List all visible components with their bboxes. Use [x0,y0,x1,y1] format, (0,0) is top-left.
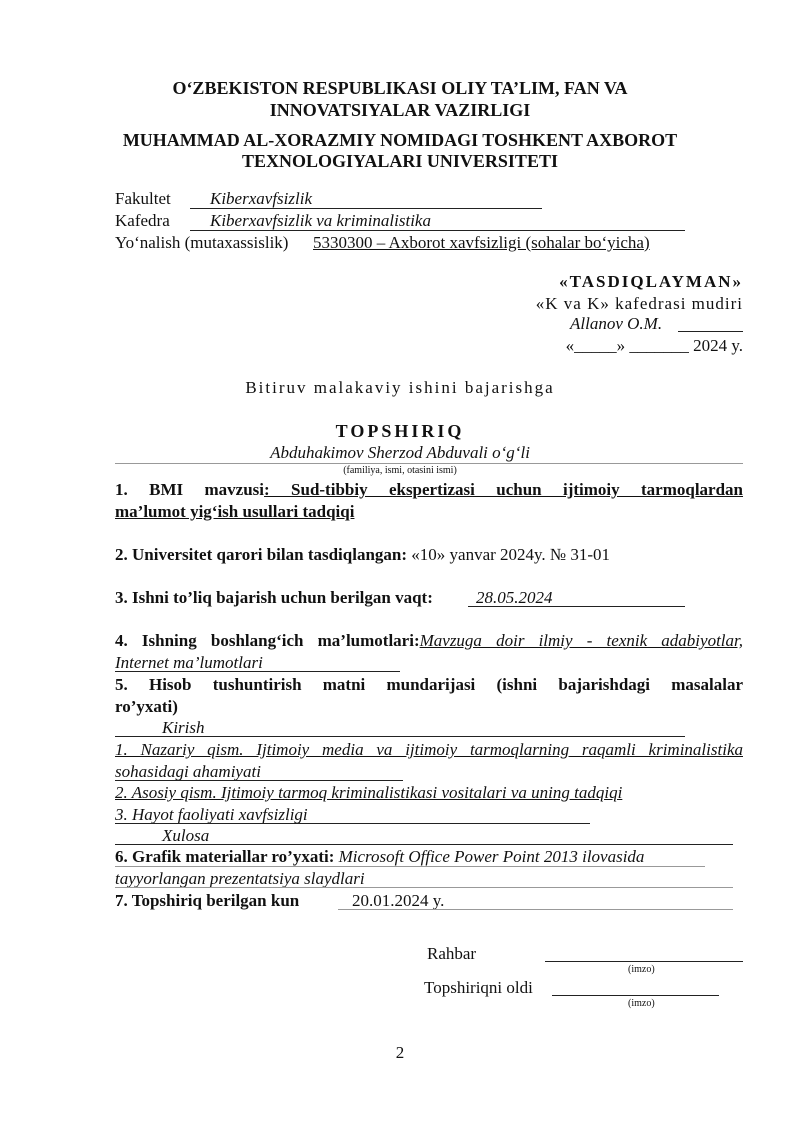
direction-label: Yo‘nalish (mutaxassislik) [115,233,289,252]
intro-text: Bitiruv malakaviy ishini bajarishga [245,378,555,397]
contents-chapter3: 3. Hayot faoliyati xavfsizligi [115,805,308,824]
department-value: Kiberxavfsizlik va kriminalistika [210,211,431,230]
student-name: Abduhakimov Sherzod Abduvali o‘g‘li [270,443,530,462]
contents-chapter2: 2. Asosiy qism. Ijtimoiy tarmoq kriminalistikasi vositalari va uning tadqiqi [115,783,623,802]
approval-title: «TASDIQLAYMAN» [559,272,743,291]
item4-value-part1: Mavzuga doir ilmiy - texnik adabiyotlar, [419,631,743,650]
contents-intro-line [115,736,685,737]
item6-underline-1 [115,866,705,867]
supervisor-label: Rahbar [427,944,477,963]
item6-value-part2: tayyorlangan prezentatsiya slaydlari [115,869,365,888]
item3-label: 3. Ishni to’liq bajarish uchun berilgan vaqt: [115,588,433,607]
contents-conclusion: Xulosa [162,826,210,845]
received-sign-line [552,995,719,996]
received-label: Topshiriqni oldi [424,978,533,997]
contents-chapter3-underline [115,823,590,824]
item1-label: 1. BMI mavzusi [115,480,264,499]
item6-underline-2 [115,887,733,888]
item2 [115,545,610,565]
received-sign-caption: (imzo) [628,998,655,1009]
item1-line1 [115,480,743,500]
item6-label: 6. Grafik materiallar ro’yxati: [115,847,335,866]
approval-date: «_____» _______ 2024 y. [565,336,743,355]
item4-value-part2: Internet ma’lumotlari [115,653,263,672]
item7-value: 20.01.2024 y. [352,891,445,910]
item4-label: 4. Ishning boshlang‘ich ma’lumotlari: [115,631,420,650]
university-title-line2: TEXNOLOGIYALARI UNIVERSITETI [242,151,558,171]
task-title: TOPSHIRIQ [335,421,465,441]
item2-value: «10» yanvar 2024y. № 31-01 [411,545,611,564]
item1-topic-part1: : Sud-tibbiy ekspertizasi uchun ijtimoiy tarmoqlardan [264,480,744,499]
contents-chapter1-line1: 1. Nazariy qism. Ijtimoiy media va ijtimoiy tarmoqlarning raqamli kriminalistika [115,740,743,759]
department-label: Kafedra [115,211,170,230]
item4-line1 [115,631,743,651]
item7-underline [338,909,733,910]
item4-underline [115,671,400,672]
approval-name: Allanov O.M. [570,314,663,333]
contents-chapter1-underline [115,780,403,781]
item5-line2: ro’yxati) [115,697,178,716]
item3-value: 28.05.2024 [476,588,553,607]
item2-label: 2. Universitet qarori bilan tasdiqlangan: [115,545,408,564]
approval-sign-line [678,331,743,332]
ministry-title-line1: O‘ZBEKISTON RESPUBLIKASI OLIY TA’LIM, FAN VA [172,78,628,98]
supervisor-sign-caption: (imzo) [628,964,655,975]
item6-line1 [115,847,644,867]
contents-chapter1-line2: sohasidagi ahamiyati [115,762,261,781]
item6-value-part1: Microsoft Office Power Point 2013 ilovasida [338,847,645,866]
ministry-title-line2: INNOVATSIYALAR VAZIRLIGI [269,100,531,120]
contents-intro: Kirish [162,718,205,737]
faculty-label: Fakultet [115,189,171,208]
student-name-line [115,463,743,464]
item7-label: 7. Topshiriq berilgan kun [115,891,300,910]
university-title-line1: MUHAMMAD AL-XORAZMIY NOMIDAGI TOSHKENT AXBOROT [122,130,678,150]
item5-line1: 5. Hisob tushuntirish matni mundarijasi (ishni bajarishdagi masalalar [115,675,743,694]
approval-role: «K va K» kafedrasi mudiri [535,294,743,313]
direction-value: 5330300 – Axborot xavfsizligi (sohalar bo‘yicha) [313,233,650,252]
contents-conclusion-line [115,844,733,845]
supervisor-sign-line [545,961,743,962]
student-caption: (familiya, ismi, otasini ismi) [343,465,457,476]
page-number: 2 [395,1043,405,1062]
faculty-value: Kiberxavfsizlik [210,189,312,208]
item1-topic-part2: ma’lumot yig‘ish usullari tadqiqi [115,502,355,521]
